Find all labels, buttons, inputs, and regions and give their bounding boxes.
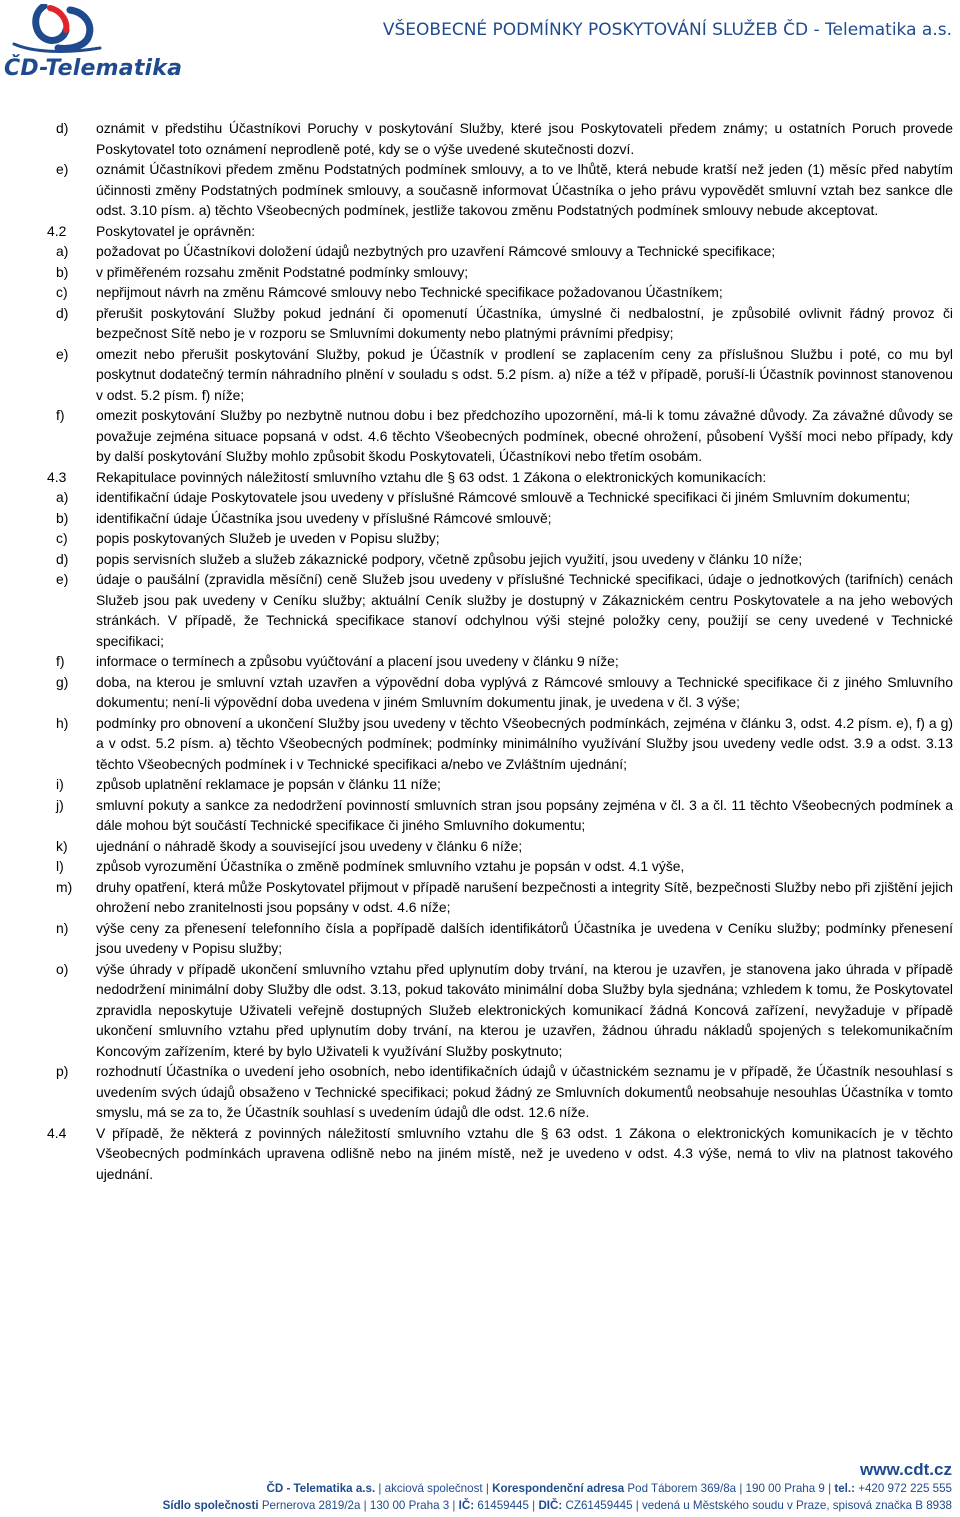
- list-item: [47, 856, 953, 877]
- footer-corr-label: Korespondenční adresa: [492, 1482, 625, 1495]
- item-label: i): [56, 776, 64, 792]
- footer-seat-label: Sídlo společnosti: [162, 1499, 259, 1512]
- section-text: Rekapitulace povinných náležitostí smluvního vztahu dle § 63 odst. 1 Zákona o elektronických komunikacích:: [96, 468, 767, 485]
- list-item: [47, 795, 953, 836]
- section-number: 4.4: [47, 1124, 67, 1141]
- list-item: [47, 303, 953, 344]
- logo-mark-icon: [4, 4, 154, 60]
- section-text: Poskytovatel je oprávněn:: [96, 222, 256, 239]
- item-label: d): [56, 550, 69, 567]
- item-text: druhy opatření, která může Poskytovatel přijmout v případě narušení bezpečnosti a integrity Sítě, bezpečnosti Služby nebo při zjištění jejich ohrožení nebo zranitelnosti jsou popsány v odst. 4.6 níže;: [96, 878, 953, 915]
- item-label: l): [56, 858, 64, 874]
- document-title: VŠEOBECNÉ PODMÍNKY POSKYTOVÁNÍ SLUŽEB ČD - Telematika a.s.: [382, 20, 952, 40]
- footer-contact-line: ČD - Telematika a.s. | akciová společnost | Korespondenční adresa Pod Táborem 369/8a | 190 00 Praha 9 | tel.: +420 972 225 555: [266, 1482, 952, 1495]
- list-item: [47, 405, 953, 467]
- item-text: smluvní pokuty a sankce za nedodržení povinností smluvních stran jsou popsány zejména v čl. 3 a čl. 11 těchto Všeobecných podmínek a dále mohou být součástí Technické specifikace či jiného Smluvního dokumentu;: [96, 796, 953, 833]
- item-text: v přiměřeném rozsahu změnit Podstatné podmínky smlouvy;: [96, 263, 469, 280]
- item-label: e): [56, 345, 69, 362]
- list-item: [47, 877, 953, 918]
- footer-ico-label: IČ:: [458, 1499, 475, 1512]
- footer-tel: +420 972 225 555: [858, 1482, 952, 1495]
- logo-text: ČD-Telematika: [4, 56, 183, 81]
- item-label: k): [56, 837, 68, 854]
- item-label: e): [56, 161, 69, 177]
- document-body: [47, 118, 953, 1184]
- item-label: n): [56, 919, 69, 936]
- list-item: [47, 569, 953, 651]
- section-text: V případě, že některá z povinných náležitostí smluvního vztahu dle § 63 odst. 1 Zákona o elektronických komunikacích je v těchto Všeobecných podmínkách upravena odlišně nebo na jiném místě, než je uvedeno v odst. 4.3 výše, nemá to vliv na platnost takového ujednání.: [96, 1124, 953, 1182]
- item-label: a): [56, 243, 69, 259]
- list-item: [47, 528, 953, 549]
- item-text: podmínky pro obnovení a ukončení Služby jsou uvedeny v těchto Všeobecných podmínkách, zejména v článku 3, odst. 4.2 písm. e), f) a g) a v odst. 5.2 písm. a) těchto Všeobecných podmínek; podmínky minimálního využívání Služby jsou uvedeny vedle odst. 3.9 a odst. 3.13 těchto Všeobecných podmínek i v Technické specifikaci a/nebo ve Zvláštním ujednání;: [96, 714, 953, 772]
- list-item: [47, 282, 953, 303]
- item-label: d): [56, 120, 69, 136]
- list-4-2: [47, 241, 953, 467]
- item-text: popis servisních služeb a služeb zákaznické podpory, včetně způsobu jejich využití, jsou uvedeny v článku 10 níže;: [96, 550, 803, 567]
- item-label: f): [56, 407, 65, 423]
- list-item: [47, 959, 953, 1062]
- section-4-4: [47, 1123, 953, 1185]
- item-label: h): [56, 714, 69, 731]
- footer-tel-label: tel.:: [834, 1482, 855, 1495]
- item-label: p): [56, 1063, 69, 1079]
- section-number: 4.3: [47, 468, 67, 485]
- footer-seat-address: Pernerova 2819/2a | 130 00 Praha 3 |: [261, 1499, 456, 1512]
- footer-company: ČD - Telematika a.s.: [266, 1482, 376, 1495]
- list-item: [47, 508, 953, 529]
- item-text: omezit nebo přerušit poskytování Služby, pokud je Účastník v prodlení se zaplacením ceny za příslušnou Službu i poté, co mu byl poskytnut dodatečný termín náhradního plnění v souladu s odst. 5.2 písm. a) níže a též v případě, poruší-li Účastník povinnost stanovenou v odst. 5.2 písm. f) níže;: [96, 345, 953, 403]
- item-text: doba, na kterou je smluvní vztah uzavřen a výpovědní doba vyplývá z Rámcové smlouvy a Technické specifikace či z jiného Smluvního dokumentu; není-li výpovědní doba uvedena v jiném Smluvním dokumentu jinak, je uvedena v čl. 3 výše;: [96, 673, 953, 710]
- item-label: b): [56, 263, 69, 280]
- footer-website-link[interactable]: www.cdt.cz: [860, 1460, 952, 1479]
- list-item: [47, 344, 953, 406]
- list-item: [47, 487, 953, 508]
- list-item: [47, 918, 953, 959]
- item-text: požadovat po Účastníkovi doložení údajů nezbytných pro uzavření Rámcové smlouvy a Technické specifikace;: [96, 243, 776, 259]
- list-item: [47, 549, 953, 570]
- item-text: způsob vyrozumění Účastníka o změně podmínek smluvního vztahu je popsán v odst. 4.1 výše,: [96, 858, 685, 874]
- list-item: [47, 713, 953, 775]
- list-item: [47, 651, 953, 672]
- item-text: přerušit poskytování Služby pokud jednání či opomenutí Účastníka, úmyslné či nedbalostní, je způsobilé ovlivnit řádný provoz či bezpečnost Sítě nebo je v rozporu se Smluvními dokumenty nebo platnými právními předpisy;: [96, 304, 953, 341]
- item-label: g): [56, 673, 69, 690]
- item-text: způsob uplatnění reklamace je popsán v článku 11 níže;: [96, 776, 441, 792]
- item-text: oznámit v předstihu Účastníkovi Poruchy v poskytování Služby, které jsou Poskytovateli předem známy; u ostatních Poruch provede Poskytovatel toto oznámení neprodleně poté, kdy se o výše uvedené skutečnosti dozví.: [96, 120, 953, 157]
- footer-corr-address: Pod Táborem 369/8a | 190 00 Praha 9 |: [627, 1482, 832, 1495]
- item-text: informace o termínech a způsobu vyúčtování a placení jsou uvedeny v článku 9 níže;: [96, 653, 619, 669]
- section-number: 4.2: [47, 222, 67, 239]
- item-label: f): [56, 653, 65, 669]
- list-item: [47, 836, 953, 857]
- item-text: rozhodnutí Účastníka o uvedení jeho osobních, nebo identifikačních údajů v účastnickém seznamu je v případě, že Účastník nesouhlasí s uvedením svých údajů obsaženo v Technické specifikaci; pokud žádný ze Smluvních dokumentů neobsahuje nesouhlas Účastníka v tomto smyslu, má se za to, že Účastník souhlasí s uvedením údajů dle odst. 12.6 níže.: [96, 1063, 953, 1120]
- item-text: výše ceny za přenesení telefonního čísla a popřípadě dalších identifikátorů Účastníka je uvedena v Ceníku služby; podmínky přenesení jsou uvedeny v Popisu služby;: [96, 919, 953, 956]
- footer-company-type: akciová společnost: [384, 1482, 483, 1495]
- item-label: c): [56, 530, 68, 546]
- item-label: j): [56, 796, 64, 813]
- list-4-3: [47, 487, 953, 1123]
- company-logo: [4, 4, 183, 86]
- list-item: [47, 774, 953, 795]
- section-4-2: [47, 221, 953, 242]
- item-text: výše úhrady v případě ukončení smluvního vztahu před uplynutím doby trvání, na kterou je uzavřen, je stanovena jako úhrada v případě nedodržení minimální doby Služby dle odst. 3.13, pokud takováto minimální doba Služby byla sjednána; vzhledem k tomu, že Poskytovatel zpravidla neposkytuje Uživateli veřejně dostupných Služeb elektronických komunikací žádná Koncová zařízení, nevyžaduje v případě ukončení smluvního vztahu před uplynutím doby trvání, na kterou je uzavřen, žádnou úhradu nákladů spojených s telekomunikačním Koncovým zařízením, které by bylo Uživateli k využívání Služby poskytnuto;: [96, 960, 953, 1059]
- item-text: ujednání o náhradě škody a související jsou uvedeny v článku 6 níže;: [96, 837, 523, 854]
- item-label: d): [56, 304, 69, 321]
- item-text: údaje o paušální (zpravidla měsíční) ceně Služeb jsou uvedeny v příslušné Technické specifikaci, údaje o jednotkových (tarifních) cenách Služeb jsou pak uvedeny v Ceníku služby; aktuální Ceník služby je dostupný v Zákaznickém centru Poskytovatele a na jeho webových stránkách. V případě, že Technická specifikace stanoví odchylnou výši stejné položky ceny, použijí se ceny uvedené v Technické specifikaci;: [96, 571, 953, 649]
- item-text: identifikační údaje Účastníka jsou uvedeny v příslušné Rámcové smlouvě;: [96, 509, 552, 526]
- item-label: b): [56, 509, 69, 526]
- item-label: o): [56, 960, 69, 977]
- item-text: popis poskytovaných Služeb je uveden v Popisu služby;: [96, 530, 440, 546]
- footer-dic: CZ61459445 | vedená u Městského soudu v Praze, spisová značka B 8938: [565, 1499, 952, 1512]
- footer-seat-line: [0, 1499, 952, 1512]
- page-header: [0, 0, 960, 90]
- item-text: identifikační údaje Poskytovatele jsou uvedeny v příslušné Rámcové smlouvě a Technické specifikaci či jiném Smluvním dokumentu;: [96, 489, 911, 505]
- item-text: nepřijmout návrh na změnu Rámcové smlouvy nebo Technické specifikace požadovanou Účastníkem;: [96, 284, 723, 300]
- item-text: oznámit Účastníkovi předem změnu Podstatných podmínek smlouvy, a to ve lhůtě, která nebude kratší než jeden (1) měsíc před nabytím účinnosti změny Podstatných podmínek smlouvy, a současně informovat Účastníka o jeho právu vypovědět smluvní vztah bez sankce dle odst. 3.10 písm. a) těchto Všeobecných podmínek, jestliže takovou změnu Podstatných podmínek smlouvy nebude akceptovat.: [96, 161, 953, 218]
- list-item: [47, 262, 953, 283]
- list-item: [0, 159, 953, 221]
- footer-dic-label: DIČ:: [538, 1499, 563, 1512]
- list-item: [47, 1061, 953, 1123]
- item-label: c): [56, 284, 68, 300]
- item-label: a): [56, 489, 69, 505]
- list-item: [47, 241, 953, 262]
- footer-ico: 61459445 |: [477, 1499, 536, 1512]
- list-item: [47, 672, 953, 713]
- item-text: omezit poskytování Služby po nezbytně nutnou dobu i bez předchozího upozornění, má-li k tomu závažné důvody. Za závažné důvody se považuje zejména situace popsaná v odst. 4.6 těchto Všeobecných podmínek, obecné ohrožení, působení Vyšší moci nebo případy, kdy by další poskytování Služby mohlo způsobit škodu Poskytovateli, Účastníkovi nebo třetím osobám.: [96, 407, 953, 464]
- item-label: m): [56, 878, 73, 895]
- section-4-3: [47, 467, 953, 488]
- item-label: e): [56, 571, 69, 587]
- list-item: [0, 118, 953, 159]
